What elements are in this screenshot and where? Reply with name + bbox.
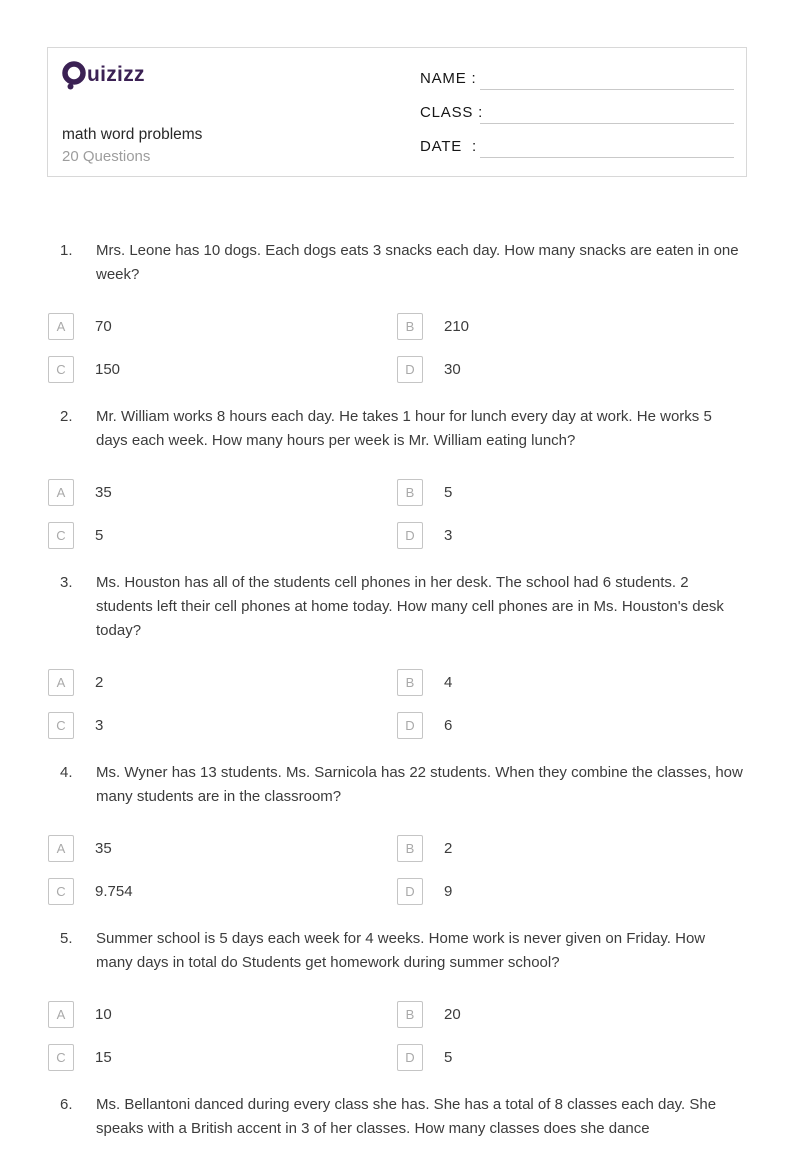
question-row [47, 927, 747, 975]
worksheet-title: math word problems [62, 126, 203, 143]
answer-option [397, 712, 746, 739]
answer-option [397, 1001, 746, 1028]
question-block [47, 1093, 747, 1141]
option-value: 6 [444, 717, 453, 734]
option-letter-box: A [48, 1001, 74, 1028]
question-text: Ms. Bellantoni danced during every class she has. She has a total of 8 classes each day. She speaks with a British accent in 3 of her classes. How many classes does she dance [96, 1096, 717, 1137]
answer-option [397, 522, 746, 549]
answer-options [48, 835, 747, 905]
question-row [47, 239, 747, 287]
option-letter-box: B [397, 479, 423, 506]
option-value: 30 [444, 361, 461, 378]
answer-option [397, 313, 746, 340]
option-value: 10 [95, 1006, 112, 1023]
class-label: CLASS : [420, 104, 484, 121]
answer-option [48, 522, 397, 549]
option-value: 9.754 [95, 883, 133, 900]
option-value: 15 [95, 1049, 112, 1066]
answer-option [48, 479, 397, 506]
answer-options [48, 479, 747, 549]
option-letter-box: B [397, 835, 423, 862]
question-block [47, 405, 747, 549]
worksheet-header [47, 47, 747, 177]
name-label: NAME : [420, 70, 477, 87]
question-row [47, 1093, 747, 1141]
option-letter-box: C [48, 356, 74, 383]
date-field-row [420, 134, 734, 158]
answer-options [48, 313, 747, 383]
option-letter-box: C [48, 878, 74, 905]
question-number: 2. [60, 408, 73, 425]
question-row [47, 761, 747, 809]
answer-option [397, 1044, 746, 1071]
option-letter-box: A [48, 313, 74, 340]
answer-option [397, 479, 746, 506]
question-number: 5. [60, 930, 73, 947]
class-fill-line [480, 104, 734, 124]
option-value: 20 [444, 1006, 461, 1023]
answer-option [397, 669, 746, 696]
question-block [47, 571, 747, 739]
option-letter-box: B [397, 313, 423, 340]
option-letter-box: A [48, 479, 74, 506]
option-value: 210 [444, 318, 470, 335]
name-field-row [420, 66, 734, 90]
option-value: 5 [95, 527, 104, 544]
question-number: 6. [60, 1096, 73, 1113]
option-value: 3 [95, 717, 104, 734]
answer-option [48, 712, 397, 739]
answer-option [48, 1001, 397, 1028]
answer-option [48, 878, 397, 905]
question-number: 3. [60, 574, 73, 591]
student-info-fields [420, 66, 734, 168]
option-value: 70 [95, 318, 112, 335]
option-letter-box: D [397, 712, 423, 739]
answer-option [397, 356, 746, 383]
answer-option [48, 835, 397, 862]
answer-option [48, 356, 397, 383]
option-letter-box: C [48, 1044, 74, 1071]
question-row [47, 571, 747, 643]
option-value: 2 [95, 674, 104, 691]
questions-list [47, 239, 747, 1141]
option-letter-box: D [397, 1044, 423, 1071]
answer-option [48, 669, 397, 696]
question-row [47, 405, 747, 453]
question-count: 20 Questions [62, 148, 151, 165]
question-block [47, 927, 747, 1071]
option-value: 5 [444, 1049, 453, 1066]
option-letter-box: A [48, 669, 74, 696]
question-text: Ms. Houston has all of the students cell phones in her desk. The school had 6 students. 2 students left their cell phones at home today. How many cell phones are in Ms. Houston's desk today? [96, 574, 724, 639]
quizizz-q-dot [68, 84, 74, 90]
question-number: 1. [60, 242, 73, 259]
option-value: 4 [444, 674, 453, 691]
option-value: 3 [444, 527, 453, 544]
question-block [47, 761, 747, 905]
question-text: Mr. William works 8 hours each day. He takes 1 hour for lunch every day at work. He works 5 days each week. How many hours per week is Mr. William eating lunch? [96, 408, 712, 449]
answer-options [48, 1001, 747, 1071]
option-letter-box: D [397, 878, 423, 905]
date-fill-line [480, 138, 734, 158]
question-text: Ms. Wyner has 13 students. Ms. Sarnicola has 22 students. When they combine the classes, how many students are in the classroom? [96, 764, 743, 805]
option-letter-box: D [397, 356, 423, 383]
option-value: 150 [95, 361, 121, 378]
date-label: DATE : [420, 138, 477, 155]
question-number: 4. [60, 764, 73, 781]
name-fill-line [480, 70, 734, 90]
option-letter-box: B [397, 1001, 423, 1028]
answer-option [48, 1044, 397, 1071]
question-text: Summer school is 5 days each week for 4 weeks. Home work is never given on Friday. How many days in total do Students get homework during summer school? [96, 930, 706, 971]
answer-option [48, 313, 397, 340]
option-value: 35 [95, 840, 112, 857]
class-field-row [420, 100, 734, 124]
option-letter-box: D [397, 522, 423, 549]
option-letter-box: C [48, 712, 74, 739]
option-value: 9 [444, 883, 453, 900]
option-value: 35 [95, 484, 112, 501]
question-text: Mrs. Leone has 10 dogs. Each dogs eats 3 snacks each day. How many snacks are eaten in one week? [96, 242, 739, 283]
quizizz-logo [60, 58, 170, 92]
worksheet-title-block [62, 126, 202, 165]
answer-option [397, 878, 746, 905]
option-value: 2 [444, 840, 453, 857]
question-block [47, 239, 747, 383]
option-letter-box: B [397, 669, 423, 696]
answer-option [397, 835, 746, 862]
option-letter-box: A [48, 835, 74, 862]
option-letter-box: C [48, 522, 74, 549]
option-value: 5 [444, 484, 453, 501]
quizizz-q-ring [65, 64, 83, 82]
quizizz-logo-text: uizizz [87, 63, 145, 86]
answer-options [48, 669, 747, 739]
